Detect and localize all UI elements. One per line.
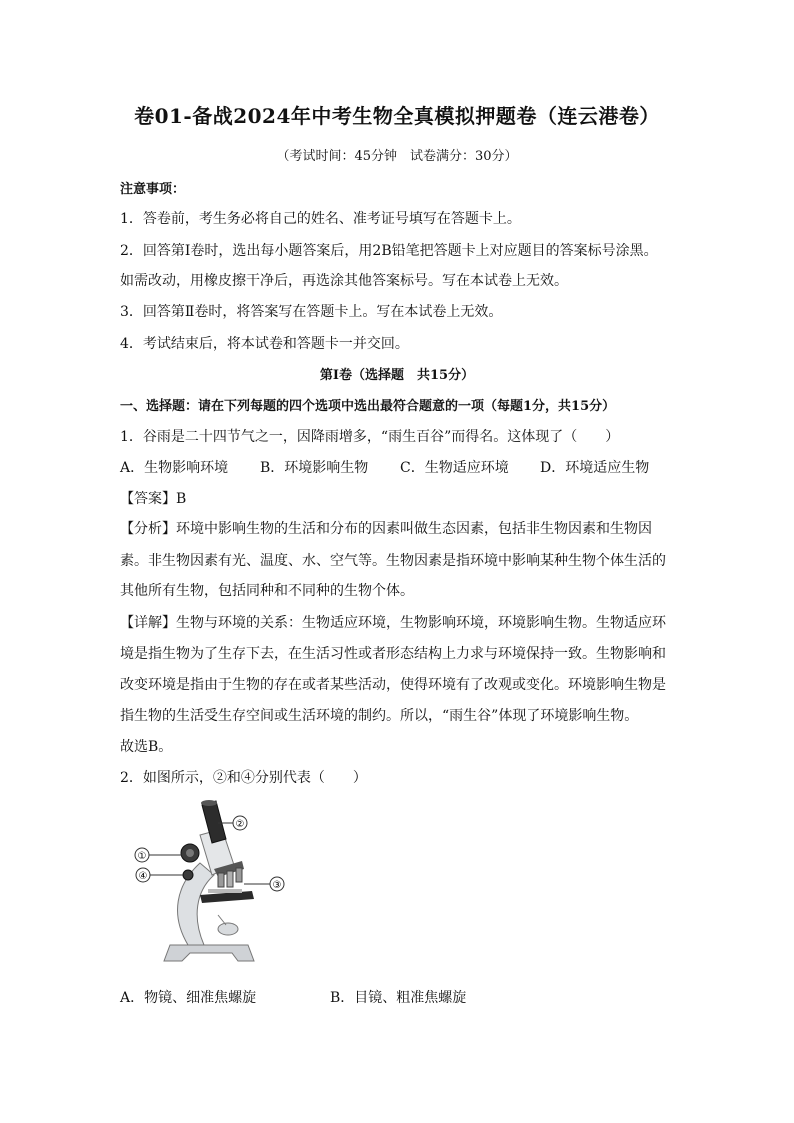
q1-analysis-line: 素。非生物因素有光、温度、水、空气等。生物因素是指环境中影响某种生物个体生活的 [120,553,666,569]
q1-detail-line: 指生物的生活受生存空间或生活环境的制约。所以，“雨生谷”体现了环境影响生物。 [120,708,639,724]
figure-label-4: ④ [138,871,148,882]
q1-detail-line: 【详解】生物与环境的关系：生物适应环境，生物影响环境，环境影响生物。生物适应环 [120,615,666,631]
q1-detail-line: 改变环境是指由于生物的存在或者某些活动，使得环境有了改观或变化。环境影响生物是 [120,677,666,693]
q1-detail-line: 故选B。 [120,739,173,755]
notice-heading: 注意事项： [120,182,186,197]
notice-3: 3．回答第Ⅱ卷时，将答案写在答题卡上。写在本试卷上无效。 [120,304,503,320]
microscope-figure [130,795,300,975]
figure-label-2: ② [235,819,245,830]
q1-analysis-line: 其他所有生物，包括同种和不同种的生物个体。 [120,583,414,599]
q1-option-b: B．环境影响生物 [260,460,369,476]
q2-option-b: B．目镜、粗准焦螺旋 [330,990,467,1006]
exam-subtitle: （考试时间：45分钟 试卷满分：30分） [276,149,518,164]
microscope-icon [130,795,300,975]
notice-2: 2．回答第Ⅰ卷时，选出每小题答案后，用2B铅笔把答题卡上对应题目的答案标号涂黑。 [120,243,658,259]
exam-title: 卷01-备战2024年中考生物全真模拟押题卷（连云港卷） [134,104,660,128]
q1-analysis-line: 【分析】环境中影响生物的生活和分布的因素叫做生态因素，包括非生物因素和生物因 [120,521,652,537]
q1-answer: 【答案】B [120,491,187,507]
q1-detail-line: 境是指生物为了生存下去，在生活习性或者形态结构上力求与环境保持一致。生物影响和 [120,646,666,662]
q1-option-c: C．生物适应环境 [400,460,509,476]
question-1-options [120,457,680,477]
figure-label-1: ① [137,851,147,862]
question-2-options [120,987,680,1007]
q1-option-a: A．生物影响环境 [120,460,229,476]
section-title: 第Ⅰ卷（选择题 共15分） [319,368,475,383]
notice-2-continued: 如需改动，用橡皮擦干净后，再选涂其他答案标号。写在本试卷上无效。 [120,273,568,289]
notice-1: 1．答卷前，考生务必将自己的姓名、准考证号填写在答题卡上。 [120,211,521,227]
notice-4: 4．考试结束后，将本试卷和答题卡一并交回。 [120,336,409,352]
question-1-stem: 1．谷雨是二十四节气之一，因降雨增多，“雨生百谷”而得名。这体现了（ ） [120,429,620,445]
section-instruction: 一、选择题：请在下列每题的四个选项中选出最符合题意的一项（每题1分，共15分） [120,399,616,414]
q2-option-a: A．物镜、细准焦螺旋 [120,990,257,1006]
q1-option-d: D．环境适应生物 [540,460,650,476]
question-2-stem: 2．如图所示，②和④分别代表（ ） [120,770,367,786]
figure-label-3: ③ [272,880,282,891]
